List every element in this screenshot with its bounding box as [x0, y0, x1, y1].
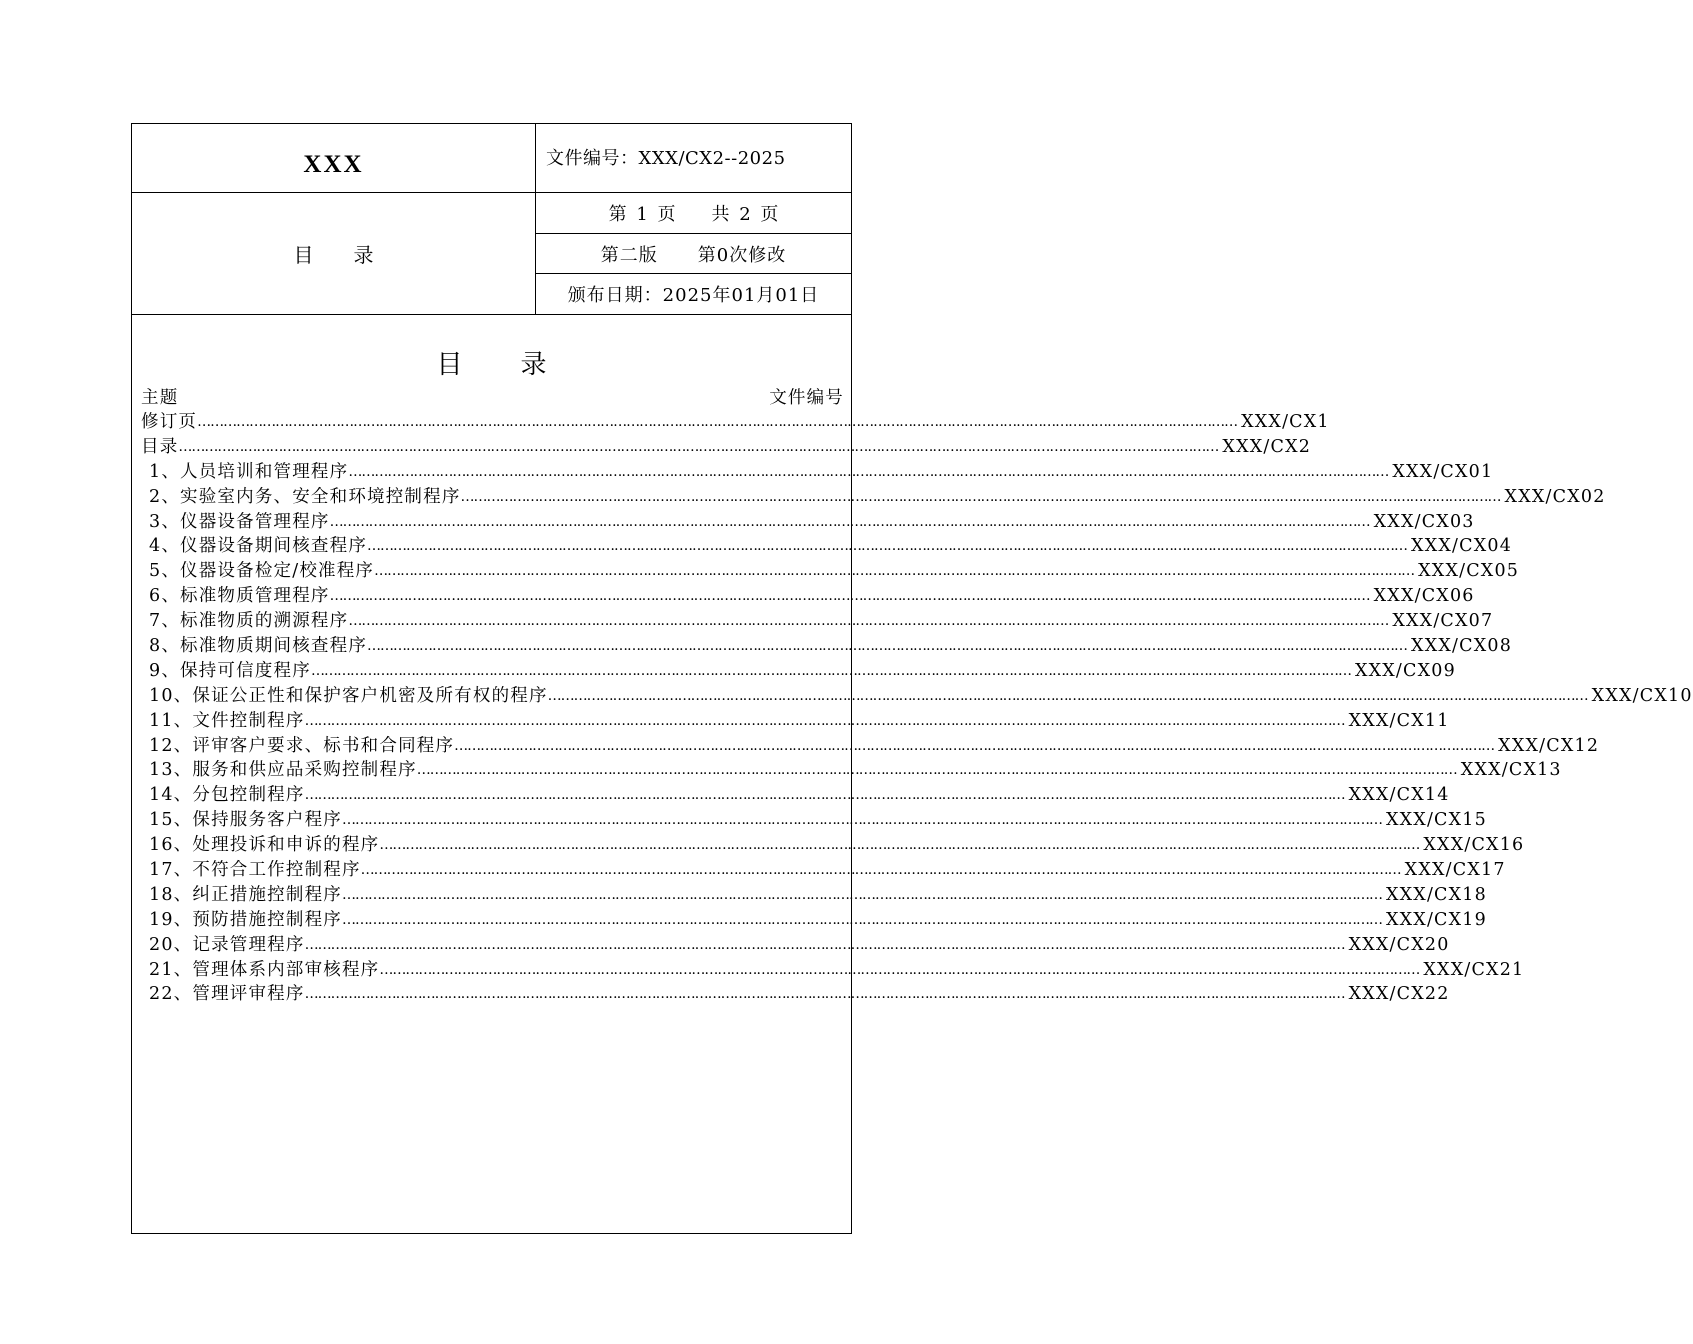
toc-entry-label: 22、管理评审程序	[149, 984, 305, 1005]
toc-entry[interactable]	[141, 460, 1494, 485]
page-current: 第 1 页	[608, 204, 676, 225]
toc-leader-dots: ……………………………………………………………………………………………………………………………………………………………………………………………………………………	[197, 413, 1238, 430]
toc-entry-code: XXX/CX15	[1385, 810, 1487, 831]
page-total: 共 2 页	[711, 204, 779, 225]
toc-entry-label: 18、纠正措施控制程序	[149, 884, 342, 905]
toc-entry[interactable]	[141, 758, 1562, 783]
toc-entry[interactable]	[141, 485, 1606, 510]
toc-entry-code: XXX/CX08	[1411, 636, 1513, 656]
toc-entry-label: 11、文件控制程序	[149, 710, 305, 731]
toc-entry[interactable]	[141, 958, 1525, 983]
organization-name: XXX	[132, 124, 536, 193]
toc-leader-dots: ……………………………………………………………………………………………………………………………………………………………………………………………………………………	[460, 488, 1501, 505]
toc-entry-label: 目录	[141, 436, 179, 457]
toc-leader-dots: ……………………………………………………………………………………………………………………………………………………………………………………………………………………	[360, 862, 1401, 879]
toc-entry-code: XXX/CX01	[1392, 461, 1494, 482]
toc-entry-code: XXX/CX07	[1392, 611, 1494, 632]
toc-entry-label: 21、管理体系内部审核程序	[149, 959, 380, 980]
toc-leader-dots: ……………………………………………………………………………………………………………………………………………………………………………………………………………………	[341, 886, 1382, 903]
toc-entry[interactable]	[141, 709, 1450, 734]
toc-entry-code: XXX/CX13	[1460, 760, 1562, 781]
toc-entry[interactable]	[141, 883, 1487, 908]
toc-entry-label: 5、仪器设备检定/校准程序	[149, 561, 375, 582]
toc-entry[interactable]	[141, 609, 1494, 634]
issue-date: 颁布日期：2025年01月01日	[536, 274, 851, 315]
toc-entry-code: XXX/CX12	[1498, 735, 1600, 756]
document-frame	[131, 123, 1693, 1234]
toc-entry-code: XXX/CX17	[1404, 860, 1506, 881]
toc-entry-label: 修订页	[141, 411, 198, 432]
toc-entry-label: 10、保证公正性和保护客户机密及所有权的程序	[149, 685, 548, 706]
toc-title	[132, 344, 851, 381]
table-of-contents	[141, 386, 1693, 1007]
page-info	[536, 193, 851, 234]
toc-leader-dots: ……………………………………………………………………………………………………………………………………………………………………………………………………………………	[379, 961, 1420, 978]
toc-leader-dots: ……………………………………………………………………………………………………………………………………………………………………………………………………………………	[379, 837, 1420, 854]
toc-leader-dots: ……………………………………………………………………………………………………………………………………………………………………………………………………………………	[348, 463, 1389, 480]
toc-entry-label: 13、服务和供应品采购控制程序	[149, 760, 417, 781]
toc-leader-dots: ……………………………………………………………………………………………………………………………………………………………………………………………………………………	[304, 986, 1345, 1003]
document-header	[132, 124, 851, 315]
toc-entry-code: XXX/CX03	[1373, 511, 1475, 532]
toc-entry-code: XXX/CX22	[1348, 984, 1450, 1005]
toc-leader-dots: ……………………………………………………………………………………………………………………………………………………………………………………………………………………	[348, 613, 1389, 630]
toc-entry-code: XXX/CX06	[1373, 586, 1475, 607]
document-number: 文件编号：XXX/CX2--2025	[536, 124, 851, 193]
toc-entry-label: 12、评审客户要求、标书和合同程序	[149, 735, 455, 756]
toc-leader-dots: ……………………………………………………………………………………………………………………………………………………………………………………………………………………	[329, 588, 1370, 605]
toc-entry-code: XXX/CX16	[1423, 835, 1525, 856]
toc-entry[interactable]	[141, 734, 1600, 759]
toc-entry-label: 17、不符合工作控制程序	[149, 860, 361, 881]
toc-entry-label: 7、标准物质的溯源程序	[149, 611, 349, 632]
toc-leader-dots: ……………………………………………………………………………………………………………………………………………………………………………………………………………………	[367, 538, 1408, 555]
toc-entry-code: XXX/CX14	[1348, 785, 1450, 806]
toc-entry-code: XXX/CX09	[1354, 660, 1456, 681]
header-title	[132, 193, 536, 315]
toc-leader-dots: ……………………………………………………………………………………………………………………………………………………………………………………………………………………	[454, 737, 1495, 754]
toc-entry-code: XXX/CX19	[1385, 909, 1487, 930]
toc-title-text: 目录	[436, 350, 605, 380]
toc-entry[interactable]	[141, 634, 1513, 659]
toc-entry-code: XXX/CX2	[1222, 436, 1312, 457]
toc-leader-dots: ……………………………………………………………………………………………………………………………………………………………………………………………………………………	[178, 438, 1219, 455]
toc-entry[interactable]	[141, 534, 1513, 559]
toc-entry-label: 2、实验室内务、安全和环境控制程序	[149, 486, 461, 507]
toc-leader-dots: ……………………………………………………………………………………………………………………………………………………………………………………………………………………	[310, 662, 1351, 679]
toc-entry-code: XXX/CX05	[1418, 561, 1520, 582]
toc-entry-label: 6、标准物质管理程序	[149, 586, 330, 607]
toc-leader-dots: ……………………………………………………………………………………………………………………………………………………………………………………………………………………	[416, 762, 1457, 779]
toc-entry[interactable]	[141, 982, 1450, 1007]
toc-entry[interactable]	[141, 510, 1475, 535]
toc-leader-dots: ……………………………………………………………………………………………………………………………………………………………………………………………………………………	[304, 936, 1345, 953]
toc-entry-label: 3、仪器设备管理程序	[149, 511, 330, 532]
header-title-text: 目录	[293, 243, 414, 267]
toc-entry-code: XXX/CX20	[1348, 934, 1450, 955]
toc-entry[interactable]	[141, 559, 1520, 584]
toc-entry-code: XXX/CX10	[1591, 685, 1693, 706]
toc-entry-code: XXX/CX18	[1385, 884, 1487, 905]
toc-entry[interactable]	[141, 933, 1450, 958]
toc-col-docno: 文件编号	[769, 388, 844, 408]
toc-entry-code: XXX/CX11	[1348, 710, 1450, 731]
toc-leader-dots: ……………………………………………………………………………………………………………………………………………………………………………………………………………………	[341, 812, 1382, 829]
toc-entry[interactable]	[141, 584, 1475, 609]
toc-entry-label: 4、仪器设备期间核查程序	[149, 536, 368, 557]
toc-entry-label: 19、预防措施控制程序	[149, 909, 342, 930]
toc-entry[interactable]	[141, 858, 1506, 883]
toc-entry-label: 20、记录管理程序	[149, 934, 305, 955]
toc-entry-code: XXX/CX02	[1504, 486, 1606, 507]
toc-entry[interactable]	[141, 808, 1487, 833]
toc-entry[interactable]	[141, 908, 1487, 933]
toc-entry[interactable]	[141, 659, 1456, 684]
toc-entry[interactable]	[141, 833, 1525, 858]
toc-leader-dots: ……………………………………………………………………………………………………………………………………………………………………………………………………………………	[367, 638, 1408, 654]
toc-entry-code: XXX/CX04	[1411, 536, 1513, 557]
toc-entry-label: 8、标准物质期间核查程序	[149, 636, 368, 656]
toc-entry[interactable]	[141, 435, 1312, 460]
toc-leader-dots: ……………………………………………………………………………………………………………………………………………………………………………………………………………………	[304, 712, 1345, 729]
toc-entries	[141, 410, 1693, 1007]
toc-entry-label: 1、人员培训和管理程序	[149, 461, 349, 482]
toc-column-headers	[141, 386, 844, 410]
edition-info	[536, 234, 851, 274]
toc-entry-code: XXX/CX1	[1241, 411, 1330, 432]
toc-leader-dots: ……………………………………………………………………………………………………………………………………………………………………………………………………………………	[374, 563, 1415, 580]
toc-entry-label: 9、保持可信度程序	[149, 660, 311, 681]
toc-entry-label: 14、分包控制程序	[149, 785, 305, 806]
toc-col-subject: 主题	[141, 388, 179, 408]
toc-entry-label: 16、处理投诉和申诉的程序	[149, 835, 380, 856]
toc-entry[interactable]	[141, 684, 1693, 709]
toc-leader-dots: ……………………………………………………………………………………………………………………………………………………………………………………………………………………	[304, 787, 1345, 804]
revision: 第0次修改	[697, 244, 787, 266]
toc-entry-label: 15、保持服务客户程序	[149, 810, 342, 831]
toc-entry[interactable]	[141, 783, 1450, 808]
toc-entry-code: XXX/CX21	[1423, 959, 1525, 980]
toc-leader-dots: ……………………………………………………………………………………………………………………………………………………………………………………………………………………	[341, 911, 1382, 928]
edition: 第二版	[600, 244, 658, 266]
toc-leader-dots: ……………………………………………………………………………………………………………………………………………………………………………………………………………………	[329, 513, 1370, 530]
toc-leader-dots: ……………………………………………………………………………………………………………………………………………………………………………………………………………………	[547, 687, 1588, 704]
toc-entry[interactable]	[141, 410, 1330, 435]
